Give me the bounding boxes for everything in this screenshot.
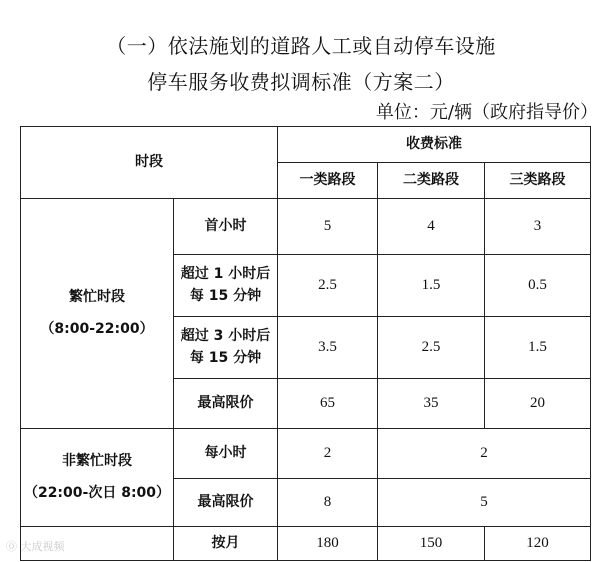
fee-table [20, 126, 591, 561]
table-cell: 4 [378, 199, 485, 255]
table-cell: 2.5 [378, 317, 485, 379]
row-label: 最高限价 [174, 379, 278, 429]
period-header: 时段 [21, 127, 278, 199]
table-cell: 2.5 [278, 255, 378, 317]
table-cell: 35 [378, 379, 485, 429]
row-label [174, 317, 278, 379]
table-cell: 8 [278, 479, 378, 527]
offpeak-period-label: 非繁忙时段 [62, 452, 132, 469]
row-label: 最高限价 [174, 479, 278, 527]
table-header-row [21, 127, 591, 163]
offpeak-period-cell [21, 429, 174, 527]
table-cell: 65 [278, 379, 378, 429]
offpeak-period-hours: （22:00-次日 8:00） [23, 484, 171, 501]
row-label: 首小时 [174, 199, 278, 255]
busy-period-label: 繁忙时段 [69, 288, 125, 305]
table-row [21, 199, 591, 255]
row-label-line2: 每 15 分钟 [189, 287, 262, 304]
zone-header-3: 三类路段 [485, 163, 591, 199]
table-cell: 3.5 [278, 317, 378, 379]
busy-period-cell [21, 199, 174, 429]
row-label [174, 255, 278, 317]
table-row [21, 429, 591, 479]
row-label: 按月 [174, 527, 278, 561]
table-cell: 0.5 [485, 255, 591, 317]
row-label: 每小时 [174, 429, 278, 479]
row-label-line2: 每 15 分钟 [189, 349, 262, 366]
row-label-line1: 超过 3 小时后 [180, 327, 271, 344]
table-cell: 3 [485, 199, 591, 255]
document-title-line2: 停车服务收费拟调标准（方案二） [147, 70, 455, 94]
document-title-line1: （一）依法施划的道路人工或自动停车设施 [106, 34, 496, 58]
table-cell: 180 [278, 527, 378, 561]
unit-note: 单位：元/辆（政府指导价） [375, 102, 598, 123]
table-cell: 150 [378, 527, 485, 561]
zone-header-1: 一类路段 [278, 163, 378, 199]
table-cell: 5 [278, 199, 378, 255]
table-cell: 2 [278, 429, 378, 479]
table-cell: 20 [485, 379, 591, 429]
table-cell-merged: 5 [378, 479, 591, 527]
table-row [21, 527, 591, 561]
row-label-line1: 超过 1 小时后 [180, 265, 271, 282]
table-cell: 1.5 [485, 317, 591, 379]
busy-period-hours: （8:00-22:00） [40, 320, 154, 337]
table-cell: 1.5 [378, 255, 485, 317]
table-cell: 120 [485, 527, 591, 561]
table-cell-merged: 2 [378, 429, 591, 479]
fee-header: 收费标准 [278, 127, 591, 163]
zone-header-2: 二类路段 [378, 163, 485, 199]
watermark: ⓪ 大成视频 [6, 540, 65, 553]
